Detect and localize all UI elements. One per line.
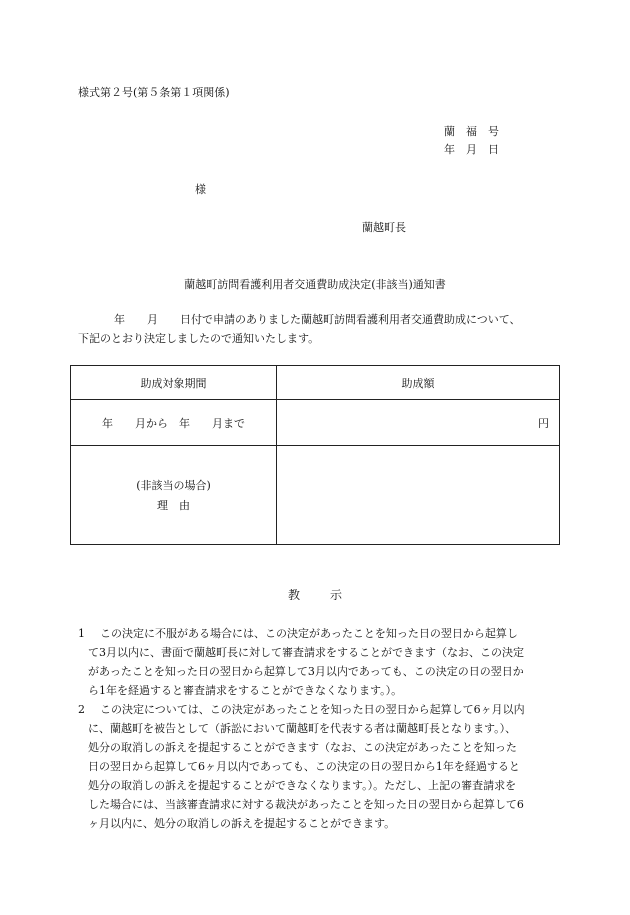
notice-heading: 教示 [287, 588, 372, 602]
document-date: 年 月 日 [444, 143, 499, 156]
notice-list [78, 624, 558, 833]
period-value: 年 月から 年 月まで [71, 400, 277, 446]
notice-line: があったことを知った日の翌日から起算して3月以内であっても、この決定の日の翌日か [88, 665, 524, 678]
notice-line: この決定に不服がある場合には、この決定があったことを知った日の翌日から起算し [100, 627, 518, 640]
sender-name: 蘭越町長 [362, 221, 406, 234]
document-title: 蘭越町訪問看護利用者交通費助成決定(非該当)通知書 [184, 278, 446, 291]
intro-line-2: 下記のとおり決定しましたので通知いたします。 [78, 332, 320, 345]
notice-line: した場合には、当該審査請求に対する裁決があったことを知った日の翌日から起算して6 [88, 798, 524, 811]
notice-line: ら1年を経過すると審査請求をすることができなくなります。）。 [88, 684, 403, 697]
amount-unit: 円 [277, 400, 560, 446]
notice-item-number: 1 [78, 627, 85, 640]
reason-label-2: 理 由 [157, 499, 190, 513]
notice-line: 日の翌日から起算して6ヶ月以内であっても、この決定の日の翌日から1年を経過すると [88, 760, 520, 773]
notice-line: ヶ月以内に、処分の取消しの訴えを提起することができます。 [88, 817, 396, 830]
document-number: 蘭 福 号 [444, 125, 499, 138]
addressee-suffix: 様 [195, 183, 206, 196]
table-header-row [71, 366, 560, 400]
reason-label-cell [71, 446, 277, 545]
notice-line: に、蘭越町を被告として（訴訟において蘭越町を代表する者は蘭越町長となります。）、 [88, 722, 517, 735]
notice-line: て3月以内に、書面で蘭越町長に対して審査請求をすることができます（なお、この決定 [88, 646, 524, 659]
intro-line-1: 年 月 日付で申請のありました蘭越町訪問看護利用者交通費助成について、 [114, 313, 521, 326]
notice-item [78, 624, 558, 700]
subsidy-table [70, 365, 560, 545]
table-value-row [71, 400, 560, 446]
notice-item [78, 700, 558, 833]
notice-line: この決定については、この決定があったことを知った日の翌日から起算して6ヶ月以内 [100, 703, 525, 716]
period-header: 助成対象期間 [71, 366, 277, 400]
intro-paragraph [78, 310, 556, 348]
notice-item-number: 2 [78, 703, 85, 716]
table-reason-row [71, 446, 560, 545]
amount-header: 助成額 [277, 366, 560, 400]
notice-line: 処分の取消しの訴えを提起することができます（なお、この決定があったことを知った [88, 741, 517, 754]
form-number: 様式第２号(第５条第１項関係) [78, 86, 230, 99]
reason-value [277, 446, 560, 545]
notice-line: 処分の取消しの訴えを提起することができなくなります。）。ただし、上記の審査請求を [88, 779, 517, 792]
reason-label-1: (非該当の場合) [136, 479, 211, 493]
